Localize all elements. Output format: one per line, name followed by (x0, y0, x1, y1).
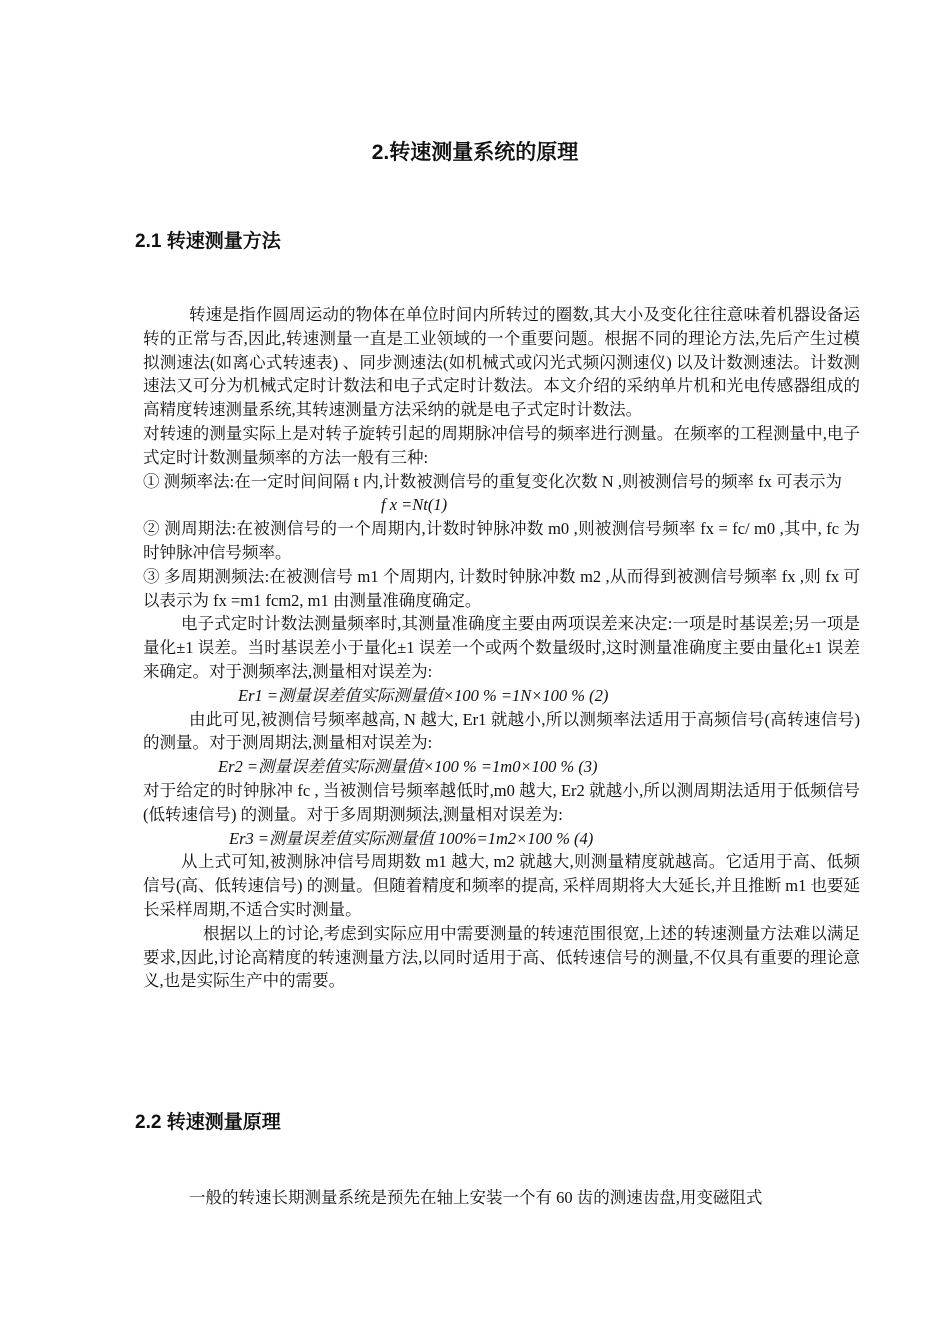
chapter-title: 2.转速测量系统的原理 (371, 141, 579, 164)
section-heading-2-1: 2.1 转速测量方法 (135, 231, 281, 252)
paragraph-section-2-2: 一般的转速长期测量系统是预先在轴上安装一个有 60 齿的测速齿盘,用变磁阻式 (189, 1188, 763, 1207)
formula-4: Er3 =测量误差值实际测量值 100%=1m2×100 % (4) (229, 828, 594, 848)
paragraph-error-sources: 电子式定时计数法测量频率时,其测量准确度主要由两项误差来决定:一项是时基误差;另一项是量化±1 误差。当时基误差小于量化±1 误差一个或两个数量级时,这时测量准确度主要由量化±1 误差来确定。对于测频率法,测量相对误差为: (143, 614, 860, 681)
paragraph-method-3: ③ 多周期测频法:在被测信号 m1 个周期内, 计数时钟脉冲数 m2 ,从而得到被测信号频率 fx ,则 fx 可以表示为 fx =m1 fcm2, m1 由测量准确度确定。 (143, 566, 860, 610)
paragraph-intro: 转速是指作圆周运动的物体在单位时间内所转过的圈数,其大小及变化往往意味着机器设备运转的正常与否,因此,转速测量一直是工业领域的一个重要问题。根据不同的理论方法,先后产生过模拟测速法(如离心式转速表) 、同步测速法(如机械式或闪光式频闪测速仪) 以及计数测速法。计数测速法又可分为机械式定时计数法和电子式定时计数法。本文介绍的采纳单片机和光电传感器组成的高精度转速测量系统,其转速测量方法采纳的就是电子式定时计数法。 (143, 305, 860, 420)
section-heading-2-2: 2.2 转速测量原理 (135, 1112, 281, 1133)
paragraph-multi-period-conclusion: 从上式可知,被测脉冲信号周期数 m1 越大, m2 就越大,则测量精度就越高。它适用于高、低频信号(高、低转速信号) 的测量。但随着精度和频率的提高, 采样周期将大大延长,并且推断 m1 也要延长采样周期,不适合实时测量。 (143, 852, 860, 919)
formula-2: Er1 =测量误差值实际测量值×100 % =1N×100 % (2) (238, 685, 609, 705)
paragraph-method-1: ① 测频率法:在一定时间间隔 t 内,计数被测信号的重复变化次数 N ,则被测信号的频率 fx 可表示为 (143, 471, 842, 491)
formula-3: Er2 =测量误差值实际测量值×100 % =1m0×100 % (3) (218, 757, 598, 777)
paragraph-frequency-intro: 对转速的测量实际上是对转子旋转引起的周期脉冲信号的频率进行测量。在频率的工程测量中,电子式定时计数测量频率的方法一般有三种: (143, 423, 860, 467)
section-2-1-body (143, 303, 860, 993)
formula-1: f x =Nt(1) (381, 495, 448, 515)
paragraph-period-method-conclusion: 对于给定的时钟脉冲 fc , 当被测信号频率越低时,m0 越大, Er2 就越小,所以测周期法适用于低频信号(低转速信号) 的测量。对于多周期测频法,测量相对误差为: (143, 780, 860, 824)
paragraph-method-2: ② 测周期法:在被测信号的一个周期内,计数时钟脉冲数 m0 ,则被测信号频率 fx = fc/ m0 ,其中, fc 为时钟脉冲信号频率。 (143, 519, 860, 562)
paragraph-frequency-method-conclusion: 由此可见,被测信号频率越高, N 越大, Er1 就越小,所以测频率法适用于高频信号(高转速信号) 的测量。对于测周期法,测量相对误差为: (143, 709, 860, 753)
paragraph-summary: 根据以上的讨论,考虑到实际应用中需要测量的转速范围很宽,上述的转速测量方法难以满足要求,因此,讨论高精度的转速测量方法,以同时适用于高、低转速信号的测量,不仅具有重要的理论意义,也是实际生产中的需要。 (143, 923, 860, 991)
